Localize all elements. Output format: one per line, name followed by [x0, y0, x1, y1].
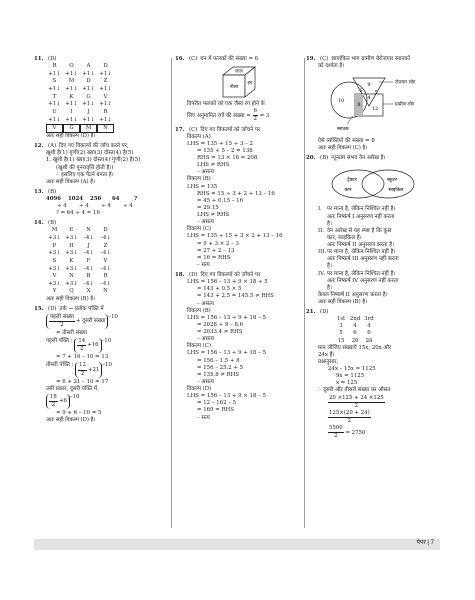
- grid-letter: N: [97, 124, 114, 133]
- sequence-op: ÷ 4: [123, 203, 133, 210]
- working-line: LHS = 156 – 13 ÷ 9 + 18 – 5: [187, 314, 266, 321]
- ratio-cell: [318, 338, 334, 345]
- grid-letter: +3↓: [48, 265, 61, 272]
- venn-label-car: कार: [344, 188, 352, 194]
- venn-label-graduate: स्नातक: [337, 127, 349, 133]
- grid-letter: I: [70, 108, 73, 115]
- grid-letter: O: [69, 63, 74, 70]
- ratio-cell: 6: [353, 330, 357, 337]
- grid-letter: +3↓: [48, 235, 61, 242]
- working-line: LHS = 135: [187, 183, 218, 190]
- shift-label: +1↓: [65, 116, 78, 123]
- page-number: पेपर | 7: [416, 540, 434, 546]
- shift-label: +1↓: [65, 70, 78, 77]
- sequence-number: 64: [112, 195, 120, 202]
- sequence-operations: [34, 203, 167, 210]
- grid-letter: –4↓: [83, 235, 94, 242]
- venn-number: 8: [357, 102, 361, 109]
- grid-letter: A: [86, 63, 91, 70]
- venn-label-tractor: ट्रैक्टर: [347, 178, 357, 184]
- working-line: – सत्य: [197, 414, 210, 421]
- answer-text: अतः सही विकल्प (C) है।: [318, 145, 368, 152]
- conclusion-text: पर मान्य है, लेकिन निश्चित नहीं है।: [327, 206, 396, 213]
- venn-figure-19: [313, 72, 433, 136]
- conclusion-number: [318, 278, 327, 285]
- venn-number: 6: [359, 88, 363, 95]
- grid-letter: J: [87, 242, 90, 249]
- formula-row-3: $\frac{12}{2}$ +21: [75, 362, 102, 377]
- conclusion-number: [318, 285, 327, 292]
- conclusion-line: [306, 278, 440, 285]
- cube-label-front: नीला: [229, 85, 239, 91]
- shift-label: +1↓: [99, 101, 112, 108]
- grid-letter: Z: [103, 242, 108, 249]
- working-line: = 27 + 2 – 13: [197, 247, 235, 254]
- sequence-number: 1024: [68, 195, 84, 202]
- grid-letter: N: [86, 227, 91, 234]
- grid-letter: –4↓: [83, 265, 94, 272]
- conclusion-text: वेन आरेख से यह स्पष्ट है कि कुछ: [327, 227, 392, 234]
- formula-row-1: $\frac{14}{2}$ +16: [74, 338, 101, 353]
- venn-ellipse-left: [332, 170, 384, 198]
- working-line: – असत्य: [197, 300, 214, 307]
- grid-letter: +3↓: [48, 250, 61, 257]
- formula-row-2: $\frac{18}{2}$ +6: [46, 394, 70, 409]
- grid-letter: V: [52, 273, 57, 280]
- conclusion-number: [318, 221, 327, 228]
- venn-label-employment: रोजगार लोग: [395, 80, 416, 86]
- working-line: LHS = 156 – 13 ÷ 9 + 18 – 5: [187, 350, 266, 357]
- conclusion-number: III.: [318, 249, 327, 256]
- grid-letter: E: [69, 227, 74, 234]
- shift-label: +1↓: [82, 116, 95, 123]
- grid-letter: G: [86, 93, 91, 100]
- venn-number: 9: [367, 82, 371, 89]
- ratio-cell: 20: [351, 337, 359, 344]
- sequence-number: 4096: [46, 195, 62, 202]
- venn-diagram-19: [306, 72, 440, 136]
- grid-letter: M: [68, 78, 75, 85]
- ratio-cell: 4: [367, 323, 371, 330]
- venn-ellipse-right: [362, 170, 414, 198]
- working-line: = 143 + 0.5 × 5: [197, 286, 242, 293]
- grid-letter: V: [103, 257, 108, 264]
- cube-label-side: हरा: [247, 80, 253, 86]
- option-c-working: [175, 350, 303, 386]
- working-line: = 29.15: [197, 204, 219, 211]
- ratio-cell: 1st: [336, 316, 346, 323]
- shift-label: +1↓: [99, 116, 112, 123]
- column-divider-1: [171, 58, 172, 528]
- question-14: 14. (B) M E N D +3↓ +3↓ –4↓ –4↓ P H J Z +3↓ +3↓ –4↓ –4↓ S K F V +3↓ +3↓ –4↓ –4↓ V N B R +3↓ +3↓ –4↓ –4↓ Y Q X N अतः सही विकल्प (B) है।: [34, 220, 167, 302]
- option-b-working: [175, 315, 303, 344]
- column-left: [34, 56, 167, 427]
- venn-number: 4: [367, 95, 371, 102]
- sequence-number: ?: [134, 195, 138, 202]
- conclusion-text: पर मान्य है, लेकिन निश्चित नहीं है।: [327, 270, 396, 277]
- venn-figure-20: [318, 164, 428, 204]
- conclusion-number: [318, 263, 327, 270]
- grid-letter: –4↓: [100, 265, 111, 272]
- grid-letter: +3↓: [65, 235, 78, 242]
- working-line: – सत्य: [197, 261, 210, 268]
- conclusion-line: [306, 263, 440, 270]
- grid-letter: –4↓: [83, 250, 94, 257]
- conclusion-text: है।: [327, 220, 332, 227]
- working-line: LHS = 156 – 13 + 9 × 18 – 5: [187, 393, 266, 400]
- grid-letter: –4↓: [83, 280, 94, 287]
- grid-letter: +3↓: [65, 265, 78, 272]
- grid-letter: G: [63, 124, 80, 133]
- ratio-cell: 15: [337, 337, 345, 344]
- grid-letter: K: [69, 93, 74, 100]
- question-17: 17. (C) दिए गए विकल्पों को जाँचने पर विकल्प (A) LHS = 135 + 15 ÷ 3 – 2 = 135 + 5 – 2 = 138 RHS = 13 × 16 = 208 LHS ≠ RHS – असत्य विकल्प (B) LHS = 135 RHS = 15 ÷ 3 + 2 + 13 – 16 = 45 + 0.15 – 16 = 29.15 LHS ≠ RHS – असत्य विकल्प (C) LHS = 135 ÷ 15 + 3 × 2 + 13 – 16 = 9 + 3 × 2 – 3 = 27 + 2 – 13 = 16 = RHS – सत्य: [175, 127, 303, 270]
- shift-label: +1↓: [65, 86, 78, 92]
- grid-letter: D: [103, 227, 108, 234]
- shift-label: +1↓: [99, 86, 112, 92]
- conclusion-number: II.: [318, 227, 324, 234]
- grid-letter: B: [86, 273, 91, 280]
- working-line: RHS = 15 ÷ 3 + 2 + 13 – 16: [197, 190, 275, 197]
- option-b-working: [175, 184, 303, 227]
- number-sequence: [34, 196, 167, 203]
- column-divider-2: [304, 58, 305, 528]
- question-18: 18. (D) दिए गए विकल्पों को जाँचने पर LHS = 156 – 13 + 9 × 18 ÷ 5 = 143 + 0.5 × 5 = 143 + 2.5 = 145.5 ≠ RHS – असत्य विकल्प (B) LHS = 156 – 13 ÷ 9 + 18 – 5 = 2028 ÷ 9 – 8.6 = 2033.4 ≠ RHS – असत्य विकल्प (C) LHS = 156 – 13 ÷ 9 + 18 – 5 = 156 – 1.5 + 8 = 156 – 25.2 + 5 = 135.8 ≠ RHS – असत्य विकल्प (D) LHS = 156 – 13 + 9 × 18 – 5 = 12 – 162 – 5 = 169 = RHS – सत्य: [175, 272, 303, 422]
- grid-letter: V: [46, 124, 63, 133]
- working-line: = 156 – 1.5 + 8: [197, 357, 240, 364]
- working-line: = 2033.4 ≠ RHS: [197, 329, 243, 335]
- ratio-cell: 5: [339, 330, 343, 337]
- grid-letter: K: [69, 257, 74, 264]
- working-line: RHS = 13 × 16 = 208: [197, 155, 258, 161]
- conclusion-text: है।: [327, 284, 332, 291]
- working-line: LHS = 135 ÷ 15 + 3 × 2 + 13 – 16: [187, 233, 283, 240]
- grid-letter: R: [103, 273, 108, 280]
- venn-label-rural: ग्रामीण लोग: [395, 102, 415, 108]
- working-line: = 12 – 162 – 5: [197, 400, 237, 407]
- shift-label: +1↓: [82, 70, 95, 77]
- cube-diagram: [175, 65, 303, 99]
- grid-letter: Z: [103, 78, 108, 85]
- working-line: = 143 + 2.5 = 145.5 ≠ RHS: [197, 293, 274, 300]
- grid-letter: +3↓: [65, 250, 78, 257]
- grid-letter: V: [103, 93, 108, 100]
- working-line: – असत्य: [197, 378, 214, 385]
- ratio-cell: 6: [367, 330, 371, 337]
- conclusion-line: [306, 228, 440, 235]
- answer-text: अतः सही विकल्प (D) है।: [46, 133, 96, 140]
- conclusion-line: [306, 285, 440, 292]
- working-line: – असत्य: [197, 219, 214, 226]
- conclusion-text: कार, साइकिल हैं।: [327, 234, 362, 241]
- working-line: – असत्य: [197, 336, 214, 343]
- working-line: = 16 = RHS: [197, 254, 231, 261]
- grid-letter: +3↓: [48, 280, 61, 287]
- question-19: 19. (C) छायांकित भाग ग्रामीण बेरोजगार स्नातकों को दर्शाता है। 10 8 9 6 4 5 12 रोजगार लोग ग्रामीण लोग स्नातक ऐसे व्यक्तियों की संख्या = 8 अतः सही विकल्प (C) है।: [306, 56, 440, 152]
- grid-letter: X: [86, 288, 91, 295]
- working-line: = 2028 ÷ 9 – 8.6: [197, 321, 244, 328]
- question-20: 20. (B) न्यूनतम संभव वेन आरेख है। ट्रैक्टर स्कूटर कार साइकिल I. पर मान्य है, लेकिन निश्चित नहीं है। अतः निष्कर्ष I अनुसरण नहीं करता है। II. वेन आरेख से यह स्पष्ट है कि कुछ कार, साइकिल हैं। अतः निष्कर्ष II अनुसरण करता है। III. पर मान्य है, लेकिन निश्चित नहीं है। अतः निष्कर्ष III अनुसरण नहीं करता है। IV. पर मान्य है, लेकिन निश्चित नहीं है। अतः निष्कर्ष IV अनुसरण नहीं करता है। केवल निष्कर्ष II अनुसरण करता है। अतः सही विकल्प (B) है।: [306, 155, 440, 306]
- conclusion-text: अतः निष्कर्ष II अनुसरण करता है।: [327, 242, 395, 249]
- grid-letter: D: [103, 63, 108, 70]
- venn-diagram-20: [306, 164, 440, 204]
- column-middle: [175, 56, 303, 425]
- question-12: 12. (A) दिए गए विकल्पों की जाँच करने पर, खुशी है(1) गुणी(2) ख्या(3) दोस्त(4) है(5) 1. खुशी है(1) ख्या(3) दोस्त(4) गुणी(2) है(5) (खुशी की पुनरावृत्ति होती है।) ∴ इसलिए एक पैटर्न बनता है। अतः सही विकल्प (A) है।: [34, 143, 167, 186]
- grid-letter: D: [86, 78, 91, 85]
- shift-label: +1↓: [48, 116, 61, 123]
- conclusion-text: अतः निष्कर्ष III अनुसरण नहीं करता: [327, 256, 399, 263]
- grid-letter: S: [52, 78, 57, 85]
- cube-figure: [219, 65, 259, 99]
- venn-label-scooter: स्कूटर: [387, 178, 397, 184]
- page-footer: [34, 539, 440, 550]
- question-21: 21. (D) 1st 2nd 3rd 3 4 4 5 6 6 15 20 24 मान लीजिए संख्याएँ 15x, 20x और 24x हैं। प्रश्नानुसार, 24x – 15x = 1125 9x = 1125 x = 125 ∴ दूसरी और तीसरी संख्या का औसत $\frac{20 \times 125 + 24 \times 125}{2}$ $\frac{125\times(20 + 24)}{2}$ $\frac{5500}{2}$ = 2750: [306, 309, 440, 440]
- grid-letter: S: [52, 257, 57, 264]
- grid-letter: P: [52, 242, 57, 249]
- sequence-number: 256: [90, 195, 102, 202]
- option-d-working: [175, 393, 303, 422]
- grid-letter: J: [87, 108, 90, 115]
- grid-letter: M: [51, 227, 58, 234]
- grid-letter: –4↓: [100, 250, 111, 257]
- shift-label: +1↓: [82, 101, 95, 108]
- grid-letter: –4↓: [100, 280, 111, 287]
- working-line: = 9 + 3 × 2 – 3: [197, 240, 239, 247]
- working-line: = 135 + 5 – 2 = 138: [197, 147, 253, 154]
- answer-text: अतः सही विकल्प (D) है।: [46, 417, 96, 424]
- shift-label: +1↓: [48, 70, 61, 77]
- working-line: LHS ≠ RHS: [197, 162, 230, 169]
- grid-letter: R: [103, 108, 108, 115]
- grid-letter: Q: [69, 288, 74, 295]
- conclusion-text: है।: [327, 263, 332, 270]
- conclusions-list: [306, 206, 440, 292]
- option-c-working: [175, 233, 303, 269]
- conclusion-line: [306, 206, 440, 213]
- answer-text: अतः सही विकल्प (A) है।: [46, 178, 96, 185]
- venn-number: 5: [374, 90, 378, 97]
- grid-letter: R: [52, 63, 57, 70]
- working-line: LHS = 156 – 13 + 9 × 18 ÷ 5: [187, 279, 268, 286]
- option-a-working: [175, 279, 303, 308]
- option-a-working: [175, 141, 303, 177]
- working-line: = 135.8 ≠ RHS: [197, 371, 240, 378]
- grid-letter: –4↓: [100, 235, 111, 242]
- question-11: 11. (D) R O A D +1↓ +1↓ +1↓ +1↓ S M D Z +1↓ +1↓ +1↓ +1↓ T K G V +1↓ +1↓ +1↓ +1↓ U I J R +1↓ +1↓ +1↓ +1↓ V G M N अतः सही विकल्प (D) है।: [34, 56, 167, 140]
- grid-letter: Y: [52, 288, 57, 295]
- sequence-op: ÷ 4: [57, 203, 67, 210]
- venn-label-cycle: साइकिल: [388, 188, 404, 194]
- conclusion-number: I.: [318, 206, 322, 213]
- letter-grid-11: [34, 63, 167, 133]
- shift-label: +1↓: [48, 101, 61, 108]
- ratio-cell: [318, 330, 334, 337]
- conclusion-number: [318, 235, 327, 242]
- ratio-cell: [318, 323, 334, 330]
- ratio-cell: 3rd: [364, 316, 374, 323]
- conclusion-number: [318, 214, 327, 221]
- conclusion-number: [318, 242, 327, 249]
- ratio-cell: 3: [339, 323, 343, 330]
- letter-grid-14: [34, 227, 167, 295]
- working-line: = 156 – 25.2 + 5: [197, 364, 244, 371]
- shift-label: +1↓: [65, 101, 78, 108]
- grid-letter: U: [52, 108, 57, 115]
- grid-letter: T: [52, 93, 57, 100]
- sequence-op: ÷ 4: [101, 203, 111, 210]
- conclusion-text: पर मान्य है, लेकिन निश्चित नहीं है।: [327, 249, 396, 256]
- shift-label: +1↓: [99, 70, 112, 77]
- ratio-table: [306, 316, 440, 345]
- formula-general: $\frac{\text{पहली संख्या}}{2}$ + दूसरी संख्या: [46, 314, 108, 329]
- question-13: 13. (B) 4096 1024 256 64 ? ÷ 4 ÷ 4 ÷ 4 ÷ 4 ? = 64 ÷ 4 = 16: [34, 189, 167, 218]
- ratio-cell: 4: [353, 323, 357, 330]
- cube-label-top: लाल: [235, 69, 243, 75]
- working-line: = 45 + 0.15 – 16: [197, 197, 244, 204]
- question-15: 15. (D) तर्क → प्रत्येक पंक्ति में $\frac{\text{पहली संख्या}}{2}$ + दूसरी संख्या –10 = तीसरी संख्या पहली पंक्ति : $\frac{14}{2}$ +16 –10 = 7 + 16 – 10 = 13 तीसरी पंक्ति : $\frac{12}{2}$ +21 –10 = 6 + 21 – 10 = 17 उसी प्रकार, दूसरी पंक्ति में, $\frac{18}{2}$ +6 –10 = 9 + 6 – 10 = 5 अतः सही विकल्प (D) है।: [34, 306, 167, 425]
- answer-text: अतः सही विकल्प (B) है।: [46, 295, 96, 302]
- grid-letter: N: [69, 273, 74, 280]
- shift-label: +1↓: [82, 86, 95, 92]
- grid-letter: N: [103, 288, 108, 295]
- grid-letter: +3↓: [65, 280, 78, 287]
- ratio-cell: 2nd: [349, 316, 361, 323]
- working-line: – असत्य: [197, 169, 214, 176]
- working-line: LHS ≠ RHS: [197, 212, 230, 218]
- sequence-op: ÷ 4: [79, 203, 89, 210]
- conclusion-line: [306, 214, 440, 221]
- ratio-cell: [318, 316, 334, 323]
- grid-letter: F: [86, 257, 91, 264]
- answer-text: अतः सही विकल्प (B) है।: [318, 299, 368, 306]
- working-line: LHS = 135 + 15 ÷ 3 – 2: [187, 140, 253, 147]
- working-line: = 169 = RHS: [197, 407, 234, 414]
- conclusion-line: [306, 271, 440, 278]
- venn-number: 10: [337, 98, 345, 105]
- ratio-cell: 24: [365, 337, 373, 344]
- venn-number: 12: [371, 106, 379, 113]
- column-right: [306, 56, 440, 443]
- question-16: 16. (C) घन में फलकों की संख्या = 6 लाल नीला हरा विपरीत फलकों को एक जैसा रंग होने के लिए अनुमानित रंगों की संख्या = $\frac{6}{2}$ = 3: [175, 56, 303, 124]
- grid-letter: H: [69, 242, 74, 249]
- conclusion-line: [306, 221, 440, 228]
- conclusion-number: [318, 256, 327, 263]
- conclusion-number: IV.: [318, 270, 325, 277]
- conclusion-text: अतः निष्कर्ष IV अनुसरण नहीं करता: [327, 277, 399, 284]
- conclusion-text: अतः निष्कर्ष I अनुसरण नहीं करता: [327, 213, 395, 220]
- grid-letter: M: [80, 124, 97, 133]
- shift-label: +1↓: [48, 86, 61, 92]
